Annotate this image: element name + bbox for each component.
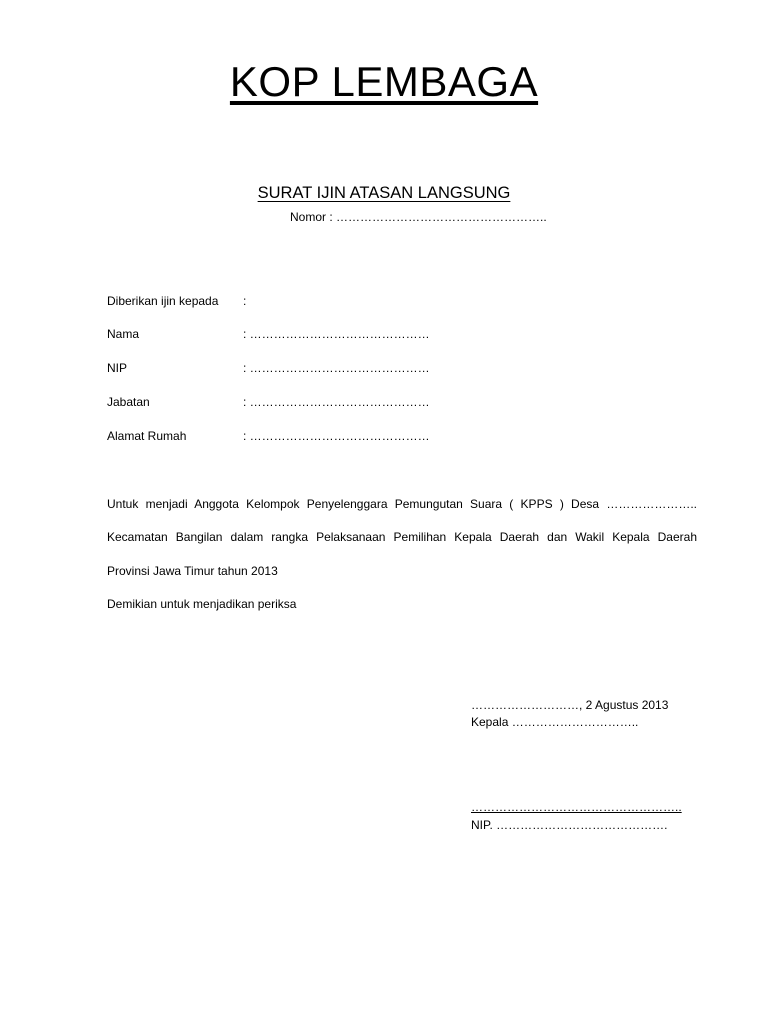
field-label: Alamat Rumah: [107, 429, 187, 443]
field-label: Diberikan ijin kepada: [107, 294, 219, 308]
body-paragraph-line-1: Untuk menjadi Anggota Kelompok Penyelenggara Pemungutan Suara ( KPPS ) Desa …………………..: [107, 497, 697, 511]
body-paragraph-line-2: Kecamatan Bangilan dalam rangka Pelaksanaan Pemilihan Kepala Daerah dan Wakil Kepala Daerah: [107, 530, 697, 544]
letterhead-title: KOP LEMBAGA: [229, 58, 539, 105]
field-label: Nama: [107, 327, 140, 341]
field-nama: [107, 327, 430, 341]
field-value: : ………………………………………: [243, 429, 430, 443]
field-value: : ………………………………………: [243, 361, 430, 375]
field-value: : ………………………………………: [243, 327, 430, 341]
body-paragraph-line-3: Provinsi Jawa Timur tahun 2013: [107, 564, 278, 578]
closing-sentence: Demikian untuk menjadikan periksa: [107, 597, 297, 611]
signature-date: ………………………, 2 Agustus 2013: [471, 698, 669, 712]
field-jabatan: [107, 395, 430, 409]
signature-name-line: ……………………………………………..: [471, 800, 682, 814]
field-value: : ………………………………………: [243, 395, 430, 409]
field-nip: [107, 361, 430, 375]
field-label: Jabatan: [107, 395, 150, 409]
signature-nip: NIP. …………………………………….: [471, 818, 668, 832]
field-label: NIP: [107, 361, 128, 375]
signature-position: Kepala …………………………..: [471, 715, 639, 729]
field-alamat: [107, 429, 430, 443]
field-diberikan: [107, 294, 246, 308]
letter-title: SURAT IJIN ATASAN LANGSUNG: [257, 184, 511, 202]
field-value: :: [243, 294, 247, 308]
letter-number: Nomor : ……………………………………………..: [290, 210, 547, 224]
